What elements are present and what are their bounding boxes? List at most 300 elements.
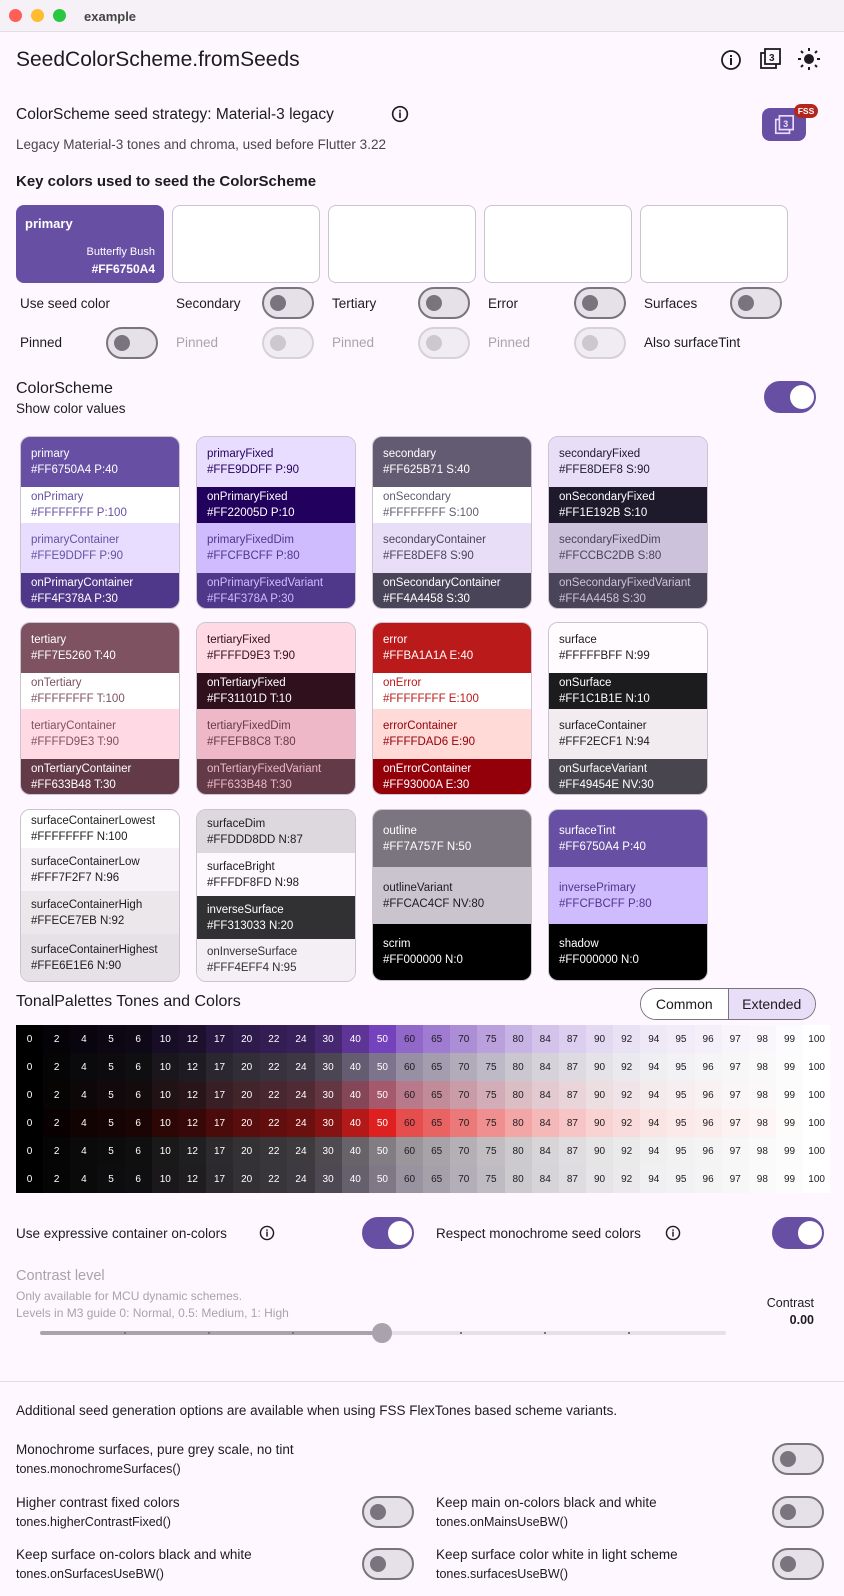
tonal-cell[interactable]: 100 [803, 1165, 830, 1193]
tonal-cell[interactable]: 94 [640, 1025, 667, 1053]
color-cell-inverseSurface[interactable] [197, 896, 355, 939]
tonal-cell[interactable]: 96 [695, 1137, 722, 1165]
tonal-cell[interactable]: 60 [396, 1053, 423, 1081]
tonal-cell[interactable]: 30 [315, 1109, 342, 1137]
tonal-cell[interactable]: 60 [396, 1165, 423, 1193]
primary-key-color-box[interactable] [16, 205, 164, 283]
pinned-switch-error[interactable] [574, 327, 626, 359]
color-name: surfaceContainer [559, 720, 647, 732]
tonal-cell[interactable]: 22 [260, 1053, 287, 1081]
tonal-cell[interactable]: 100 [803, 1025, 830, 1053]
tonal-cell[interactable]: 75 [477, 1109, 504, 1137]
tonal-cell[interactable]: 40 [342, 1053, 369, 1081]
tonal-cell[interactable]: 6 [125, 1137, 152, 1165]
tonal-cell[interactable]: 87 [559, 1137, 586, 1165]
tonal-cell[interactable]: 97 [722, 1109, 749, 1137]
color-cell-surfaceDim[interactable] [197, 810, 355, 853]
color-cell-onSecondaryFixed[interactable] [549, 487, 707, 523]
color-cell-onTertiaryFixed[interactable] [197, 673, 355, 709]
tonal-cell[interactable]: 87 [559, 1165, 586, 1193]
tonal-cell[interactable]: 92 [613, 1053, 640, 1081]
tonal-cell[interactable]: 2 [43, 1025, 70, 1053]
color-cell-surfaceContainerHigh[interactable] [21, 891, 179, 934]
tonal-cell[interactable]: 40 [342, 1025, 369, 1053]
tonal-cell[interactable]: 87 [559, 1109, 586, 1137]
color-cell-surface[interactable] [549, 623, 707, 673]
tonal-cell[interactable]: 0 [16, 1053, 43, 1081]
pinned-switch-primary[interactable] [106, 327, 158, 359]
color-cell-surfaceContainerLow[interactable] [21, 848, 179, 891]
tonal-cell[interactable]: 12 [179, 1137, 206, 1165]
tonal-cell[interactable]: 94 [640, 1137, 667, 1165]
tonal-cell[interactable]: 80 [505, 1137, 532, 1165]
tonal-cell[interactable]: 84 [532, 1025, 559, 1053]
secondary-key-color-box[interactable] [172, 205, 320, 283]
color-cell-onPrimaryFixedVariant[interactable] [197, 573, 355, 608]
tonal-cell[interactable]: 80 [505, 1025, 532, 1053]
color-card-surface[interactable] [548, 622, 708, 795]
tonal-cell[interactable]: 80 [505, 1165, 532, 1193]
tonal-cell[interactable]: 17 [206, 1053, 233, 1081]
tonal-cell[interactable]: 96 [695, 1025, 722, 1053]
color-cell-onSurface[interactable] [549, 673, 707, 709]
tonal-cell[interactable]: 17 [206, 1137, 233, 1165]
tertiary-key-color-box[interactable] [328, 205, 476, 283]
tonal-cell[interactable]: 40 [342, 1165, 369, 1193]
tonal-cell[interactable]: 22 [260, 1165, 287, 1193]
mono-surfaces-code: tones.monochromeSurfaces() [16, 1462, 181, 1476]
tonal-cell[interactable]: 10 [152, 1081, 179, 1109]
tonal-cell[interactable]: 99 [776, 1025, 803, 1053]
tonal-cell[interactable]: 6 [125, 1109, 152, 1137]
color-cell-surfaceContainerHighest[interactable] [21, 934, 179, 981]
color-cell-onErrorContainer[interactable] [373, 759, 531, 794]
tonal-cell[interactable]: 5 [97, 1053, 124, 1081]
tonal-cell[interactable]: 95 [667, 1137, 694, 1165]
tonal-cell[interactable]: 87 [559, 1025, 586, 1053]
color-cell-secondaryContainer[interactable] [373, 523, 531, 573]
tonal-cell[interactable]: 98 [749, 1165, 776, 1193]
error-label: Error [488, 296, 518, 311]
tonal-cell[interactable]: 20 [233, 1109, 260, 1137]
tonal-cell[interactable]: 95 [667, 1025, 694, 1053]
color-name: onSecondaryContainer [383, 576, 501, 589]
color-name: tertiaryFixedDim [207, 720, 291, 732]
tonal-row-tertiary [16, 1081, 830, 1109]
color-cell-onSecondary[interactable] [373, 487, 531, 523]
tonal-cell[interactable]: 65 [423, 1081, 450, 1109]
tonal-cell[interactable]: 92 [613, 1137, 640, 1165]
color-card-tertiaryFixed[interactable] [196, 622, 356, 795]
close-window-button[interactable] [9, 9, 22, 22]
tonal-cell[interactable]: 70 [450, 1109, 477, 1137]
tonal-cell[interactable]: 30 [315, 1081, 342, 1109]
tonal-cell[interactable]: 20 [233, 1025, 260, 1053]
slider-tick [544, 1332, 546, 1334]
color-cell-shadow[interactable] [549, 924, 707, 980]
color-cell-onError[interactable] [373, 673, 531, 709]
mono-surfaces-switch[interactable] [772, 1443, 824, 1475]
tonal-cell[interactable]: 99 [776, 1053, 803, 1081]
color-cell-surfaceTint[interactable] [549, 810, 707, 867]
color-cell-onTertiary[interactable] [21, 673, 179, 709]
color-cell-tertiary[interactable] [21, 623, 179, 673]
show-values-switch[interactable] [764, 381, 816, 413]
tonal-cell[interactable]: 0 [16, 1109, 43, 1137]
color-card-tertiary[interactable] [20, 622, 180, 795]
color-card-surfaceDim[interactable] [196, 809, 356, 982]
color-card-secondaryFixed[interactable] [548, 436, 708, 609]
color-card-surfaceTint[interactable] [548, 809, 708, 981]
tonal-cell[interactable]: 96 [695, 1053, 722, 1081]
tonal-cell[interactable]: 70 [450, 1053, 477, 1081]
secondary-switch[interactable] [262, 287, 314, 319]
tonal-cell[interactable]: 22 [260, 1081, 287, 1109]
minimize-window-button[interactable] [31, 9, 44, 22]
color-card-outline[interactable] [372, 809, 532, 981]
tonal-cell[interactable]: 98 [749, 1053, 776, 1081]
tonal-cell[interactable]: 96 [695, 1109, 722, 1137]
tonal-cell[interactable]: 98 [749, 1109, 776, 1137]
tonal-cell[interactable]: 65 [423, 1053, 450, 1081]
tonal-cell[interactable]: 5 [97, 1109, 124, 1137]
tonal-cell[interactable]: 80 [505, 1081, 532, 1109]
color-cell-primaryFixedDim[interactable] [197, 523, 355, 573]
tonal-cell[interactable]: 30 [315, 1025, 342, 1053]
tonal-cell[interactable]: 17 [206, 1025, 233, 1053]
color-cell-onSecondaryContainer[interactable] [373, 573, 531, 608]
tonal-cell[interactable]: 100 [803, 1053, 830, 1081]
tonal-cell[interactable]: 95 [667, 1109, 694, 1137]
pinned-switch-secondary[interactable] [262, 327, 314, 359]
color-cell-surfaceBright[interactable] [197, 853, 355, 896]
tonal-cell[interactable]: 80 [505, 1053, 532, 1081]
color-cell-tertiaryContainer[interactable] [21, 709, 179, 759]
tonal-cell[interactable]: 80 [505, 1109, 532, 1137]
tonal-cell[interactable]: 60 [396, 1137, 423, 1165]
tonal-cell[interactable]: 6 [125, 1165, 152, 1193]
segment-common[interactable]: Common [641, 989, 729, 1019]
tonal-cell[interactable]: 90 [586, 1081, 613, 1109]
tonal-cell[interactable]: 84 [532, 1165, 559, 1193]
contrast-title: Contrast level [16, 1268, 105, 1284]
tonal-cell[interactable]: 24 [287, 1165, 314, 1193]
color-cell-onTertiaryFixedVariant[interactable] [197, 759, 355, 794]
tonal-cell[interactable]: 97 [722, 1081, 749, 1109]
tonal-cell[interactable]: 24 [287, 1025, 314, 1053]
tonal-cell[interactable]: 12 [179, 1025, 206, 1053]
tonal-cell[interactable]: 87 [559, 1081, 586, 1109]
tonal-cell[interactable]: 90 [586, 1109, 613, 1137]
tonal-cell[interactable]: 75 [477, 1025, 504, 1053]
color-value: #FF1E192B S:10 [559, 507, 648, 519]
tonal-cell[interactable]: 50 [369, 1025, 396, 1053]
tonal-cell[interactable]: 24 [287, 1053, 314, 1081]
tonal-cell[interactable]: 90 [586, 1053, 613, 1081]
tonal-cell[interactable]: 94 [640, 1109, 667, 1137]
color-cell-scrim[interactable] [373, 924, 531, 980]
surfwhite-switch[interactable] [772, 1548, 824, 1580]
tonal-cell[interactable]: 99 [776, 1165, 803, 1193]
tonal-cell[interactable]: 10 [152, 1053, 179, 1081]
tonal-cell[interactable]: 5 [97, 1025, 124, 1053]
strategy-info-icon[interactable] [390, 104, 410, 124]
colorscheme-title: ColorScheme [16, 380, 113, 397]
tonal-cell[interactable]: 92 [613, 1081, 640, 1109]
tonal-cell[interactable]: 97 [722, 1053, 749, 1081]
mono-seed-label: Respect monochrome seed colors [436, 1226, 641, 1241]
mono-seed-switch[interactable] [772, 1217, 824, 1249]
tonal-cell[interactable]: 0 [16, 1137, 43, 1165]
tonal-cell[interactable]: 70 [450, 1025, 477, 1053]
mainbw-switch[interactable] [772, 1496, 824, 1528]
tonal-cell[interactable]: 12 [179, 1165, 206, 1193]
tonal-cell[interactable]: 4 [70, 1137, 97, 1165]
color-cell-onTertiaryContainer[interactable] [21, 759, 179, 794]
tonal-cell[interactable]: 12 [179, 1081, 206, 1109]
hcf-switch[interactable] [362, 1496, 414, 1528]
color-name: secondaryFixed [559, 448, 641, 460]
tonal-cell[interactable]: 10 [152, 1165, 179, 1193]
tonal-cell[interactable]: 95 [667, 1081, 694, 1109]
color-cell-secondaryFixed[interactable] [549, 437, 707, 487]
tonal-cell[interactable]: 97 [722, 1165, 749, 1193]
tonal-cell[interactable]: 5 [97, 1081, 124, 1109]
tonal-cell[interactable]: 2 [43, 1137, 70, 1165]
tonal-cell[interactable]: 70 [450, 1165, 477, 1193]
tonal-cell[interactable]: 75 [477, 1081, 504, 1109]
tonal-cell[interactable]: 4 [70, 1165, 97, 1193]
tonal-cell[interactable]: 4 [70, 1109, 97, 1137]
tonal-cell[interactable]: 30 [315, 1165, 342, 1193]
color-cell-tertiaryFixedDim[interactable] [197, 709, 355, 759]
info-icon[interactable] [719, 48, 743, 72]
tonal-cell[interactable]: 94 [640, 1053, 667, 1081]
color-value: #FF6750A4 P:40 [559, 840, 646, 853]
surfaces-switch[interactable] [730, 287, 782, 319]
tonal-cell[interactable]: 98 [749, 1025, 776, 1053]
tonal-cell[interactable]: 22 [260, 1109, 287, 1137]
slider-tick [460, 1332, 462, 1334]
tonal-cell[interactable]: 84 [532, 1109, 559, 1137]
tonal-cell[interactable]: 40 [342, 1081, 369, 1109]
tonal-cell[interactable]: 95 [667, 1165, 694, 1193]
tonal-cell[interactable]: 50 [369, 1109, 396, 1137]
tonal-cell[interactable]: 2 [43, 1081, 70, 1109]
mono-seed-info-icon[interactable] [664, 1224, 682, 1242]
maximize-window-button[interactable] [53, 9, 66, 22]
tonal-cell[interactable]: 24 [287, 1109, 314, 1137]
tonal-cell[interactable]: 10 [152, 1137, 179, 1165]
color-cell-onSurfaceVariant[interactable] [549, 759, 707, 794]
color-cell-outlineVariant[interactable] [373, 867, 531, 924]
tonal-cell[interactable]: 65 [423, 1137, 450, 1165]
primary-key-hex: #FF6750A4 [91, 262, 155, 276]
pinned-label-4: Pinned [488, 335, 531, 350]
tonal-cell[interactable]: 50 [369, 1053, 396, 1081]
color-name: inverseSurface [207, 903, 284, 916]
tonal-cell[interactable]: 90 [586, 1165, 613, 1193]
tonal-cell[interactable]: 94 [640, 1165, 667, 1193]
tonal-cell[interactable]: 10 [152, 1025, 179, 1053]
tonal-cell[interactable]: 2 [43, 1053, 70, 1081]
tonal-cell[interactable]: 4 [70, 1081, 97, 1109]
tonal-cell[interactable]: 50 [369, 1165, 396, 1193]
tonal-cell[interactable]: 75 [477, 1137, 504, 1165]
tonal-cell[interactable]: 65 [423, 1165, 450, 1193]
surfbw-switch[interactable] [362, 1548, 414, 1580]
color-cell-onPrimaryContainer[interactable] [21, 573, 179, 608]
color-cell-error[interactable] [373, 623, 531, 673]
tonal-cell[interactable]: 98 [749, 1081, 776, 1109]
tonal-cell[interactable]: 87 [559, 1053, 586, 1081]
color-name: onPrimaryFixedVariant [207, 576, 324, 589]
tonal-cell[interactable]: 17 [206, 1109, 233, 1137]
tonal-cell[interactable]: 92 [613, 1109, 640, 1137]
tonal-segmented-control[interactable] [640, 988, 816, 1020]
pinned-switch-tertiary[interactable] [418, 327, 470, 359]
tonal-cell[interactable]: 22 [260, 1025, 287, 1053]
tonal-cell[interactable]: 70 [450, 1137, 477, 1165]
tonal-cell[interactable]: 2 [43, 1165, 70, 1193]
tonal-cell[interactable]: 75 [477, 1053, 504, 1081]
tertiary-switch[interactable] [418, 287, 470, 319]
tonal-cell[interactable]: 90 [586, 1025, 613, 1053]
tonal-cell[interactable]: 22 [260, 1137, 287, 1165]
tonal-cell[interactable]: 90 [586, 1137, 613, 1165]
color-cell-onInverseSurface[interactable] [197, 939, 355, 981]
color-card-primaryFixed[interactable] [196, 436, 356, 609]
tonal-cell[interactable]: 2 [43, 1109, 70, 1137]
tonal-cell[interactable]: 4 [70, 1025, 97, 1053]
color-cell-secondary[interactable] [373, 437, 531, 487]
tonal-cell[interactable]: 12 [179, 1053, 206, 1081]
tonal-cell[interactable]: 20 [233, 1165, 260, 1193]
tonal-cell[interactable]: 17 [206, 1165, 233, 1193]
tonal-cell[interactable]: 65 [423, 1025, 450, 1053]
tonal-cell[interactable]: 17 [206, 1081, 233, 1109]
color-value: #FFFFD9E3 T:90 [207, 650, 295, 662]
expressive-info-icon[interactable] [258, 1224, 276, 1242]
tonal-cell[interactable]: 50 [369, 1081, 396, 1109]
surfbw-title: Keep surface on-colors black and white [16, 1547, 252, 1562]
tonal-cell[interactable]: 12 [179, 1109, 206, 1137]
color-cell-onSecondaryFixedVariant[interactable] [549, 573, 707, 608]
tonal-cell[interactable]: 60 [396, 1109, 423, 1137]
expressive-switch[interactable] [362, 1217, 414, 1249]
tonal-cell[interactable]: 30 [315, 1053, 342, 1081]
tonal-cell[interactable]: 0 [16, 1025, 43, 1053]
error-switch[interactable] [574, 287, 626, 319]
color-cell-primaryFixed[interactable] [197, 437, 355, 487]
tonal-cell[interactable]: 6 [125, 1081, 152, 1109]
pinned-label-3: Pinned [332, 335, 375, 350]
tonal-cell[interactable]: 6 [125, 1025, 152, 1053]
tonal-cell[interactable]: 60 [396, 1025, 423, 1053]
color-cell-onPrimaryFixed[interactable] [197, 487, 355, 523]
tonal-cell[interactable]: 96 [695, 1081, 722, 1109]
tonal-cell[interactable]: 24 [287, 1137, 314, 1165]
contrast-slider-thumb[interactable] [372, 1323, 392, 1343]
tonal-cell[interactable]: 30 [315, 1137, 342, 1165]
tonal-cell[interactable]: 40 [342, 1109, 369, 1137]
tonal-cell[interactable]: 99 [776, 1109, 803, 1137]
color-name: onSurfaceVariant [559, 762, 648, 775]
tonal-cell[interactable]: 5 [97, 1165, 124, 1193]
segment-extended[interactable]: Extended [729, 989, 816, 1019]
tonal-cell[interactable]: 10 [152, 1109, 179, 1137]
tonal-cell[interactable]: 100 [803, 1081, 830, 1109]
color-value: #FFE9DDFF P:90 [31, 550, 124, 562]
tonal-cell[interactable]: 92 [613, 1165, 640, 1193]
tonal-cell[interactable]: 24 [287, 1081, 314, 1109]
tonal-palette-grid [16, 1025, 830, 1193]
color-value: #FFEFB8C8 T:80 [207, 736, 296, 748]
color-cell-errorContainer[interactable] [373, 709, 531, 759]
tonal-cell[interactable]: 4 [70, 1053, 97, 1081]
error-key-color-box[interactable] [484, 205, 632, 283]
color-card-secondary[interactable] [372, 436, 532, 609]
color-card-error[interactable] [372, 622, 532, 795]
tonal-cell[interactable]: 70 [450, 1081, 477, 1109]
tonal-cell[interactable]: 0 [16, 1165, 43, 1193]
tonal-cell[interactable]: 84 [532, 1081, 559, 1109]
color-value: #FF4A4458 S:30 [383, 592, 470, 605]
tonal-cell[interactable]: 96 [695, 1165, 722, 1193]
tonal-cell[interactable]: 50 [369, 1137, 396, 1165]
tonal-cell[interactable]: 84 [532, 1137, 559, 1165]
tonal-cell[interactable]: 97 [722, 1137, 749, 1165]
tonal-cell[interactable]: 98 [749, 1137, 776, 1165]
tonal-cell[interactable]: 40 [342, 1137, 369, 1165]
tonal-cell[interactable]: 20 [233, 1081, 260, 1109]
tonal-cell[interactable]: 99 [776, 1137, 803, 1165]
tonal-cell[interactable]: 100 [803, 1137, 830, 1165]
strategy-subtitle: Legacy Material-3 tones and chroma, used before Flutter 3.22 [16, 137, 386, 152]
tonal-cell[interactable]: 92 [613, 1025, 640, 1053]
tonal-cell[interactable]: 65 [423, 1109, 450, 1137]
color-cell-onPrimary[interactable] [21, 487, 179, 523]
tonal-cell[interactable]: 5 [97, 1137, 124, 1165]
brightness-icon[interactable] [797, 47, 821, 71]
color-cell-tertiaryFixed[interactable] [197, 623, 355, 673]
color-cell-surfaceContainer[interactable] [549, 709, 707, 759]
surfaces-key-color-box[interactable] [640, 205, 788, 283]
color-cell-primaryContainer[interactable] [21, 523, 179, 573]
tonal-cell[interactable]: 99 [776, 1081, 803, 1109]
tonal-cell[interactable]: 97 [722, 1025, 749, 1053]
tonal-cell[interactable]: 84 [532, 1053, 559, 1081]
color-cell-primary[interactable] [21, 437, 179, 487]
tonal-cell[interactable]: 75 [477, 1165, 504, 1193]
tonal-cell[interactable]: 100 [803, 1109, 830, 1137]
color-card-surfaceContainerLowest[interactable] [20, 809, 180, 982]
color-cell-outline[interactable] [373, 810, 531, 867]
color-cell-secondaryFixedDim[interactable] [549, 523, 707, 573]
tonal-cell[interactable]: 95 [667, 1053, 694, 1081]
tonal-cell[interactable]: 20 [233, 1137, 260, 1165]
color-name: secondaryContainer [383, 534, 486, 546]
color-cell-surfaceContainerLowest[interactable] [21, 810, 179, 848]
color-cell-inversePrimary[interactable] [549, 867, 707, 924]
tonal-cell[interactable]: 60 [396, 1081, 423, 1109]
theme-3-icon[interactable] [758, 47, 782, 71]
tonal-cell[interactable]: 94 [640, 1081, 667, 1109]
tonal-cell[interactable]: 0 [16, 1081, 43, 1109]
tonal-cell[interactable]: 6 [125, 1053, 152, 1081]
tonal-cell[interactable]: 20 [233, 1053, 260, 1081]
color-card-primary[interactable] [20, 436, 180, 609]
